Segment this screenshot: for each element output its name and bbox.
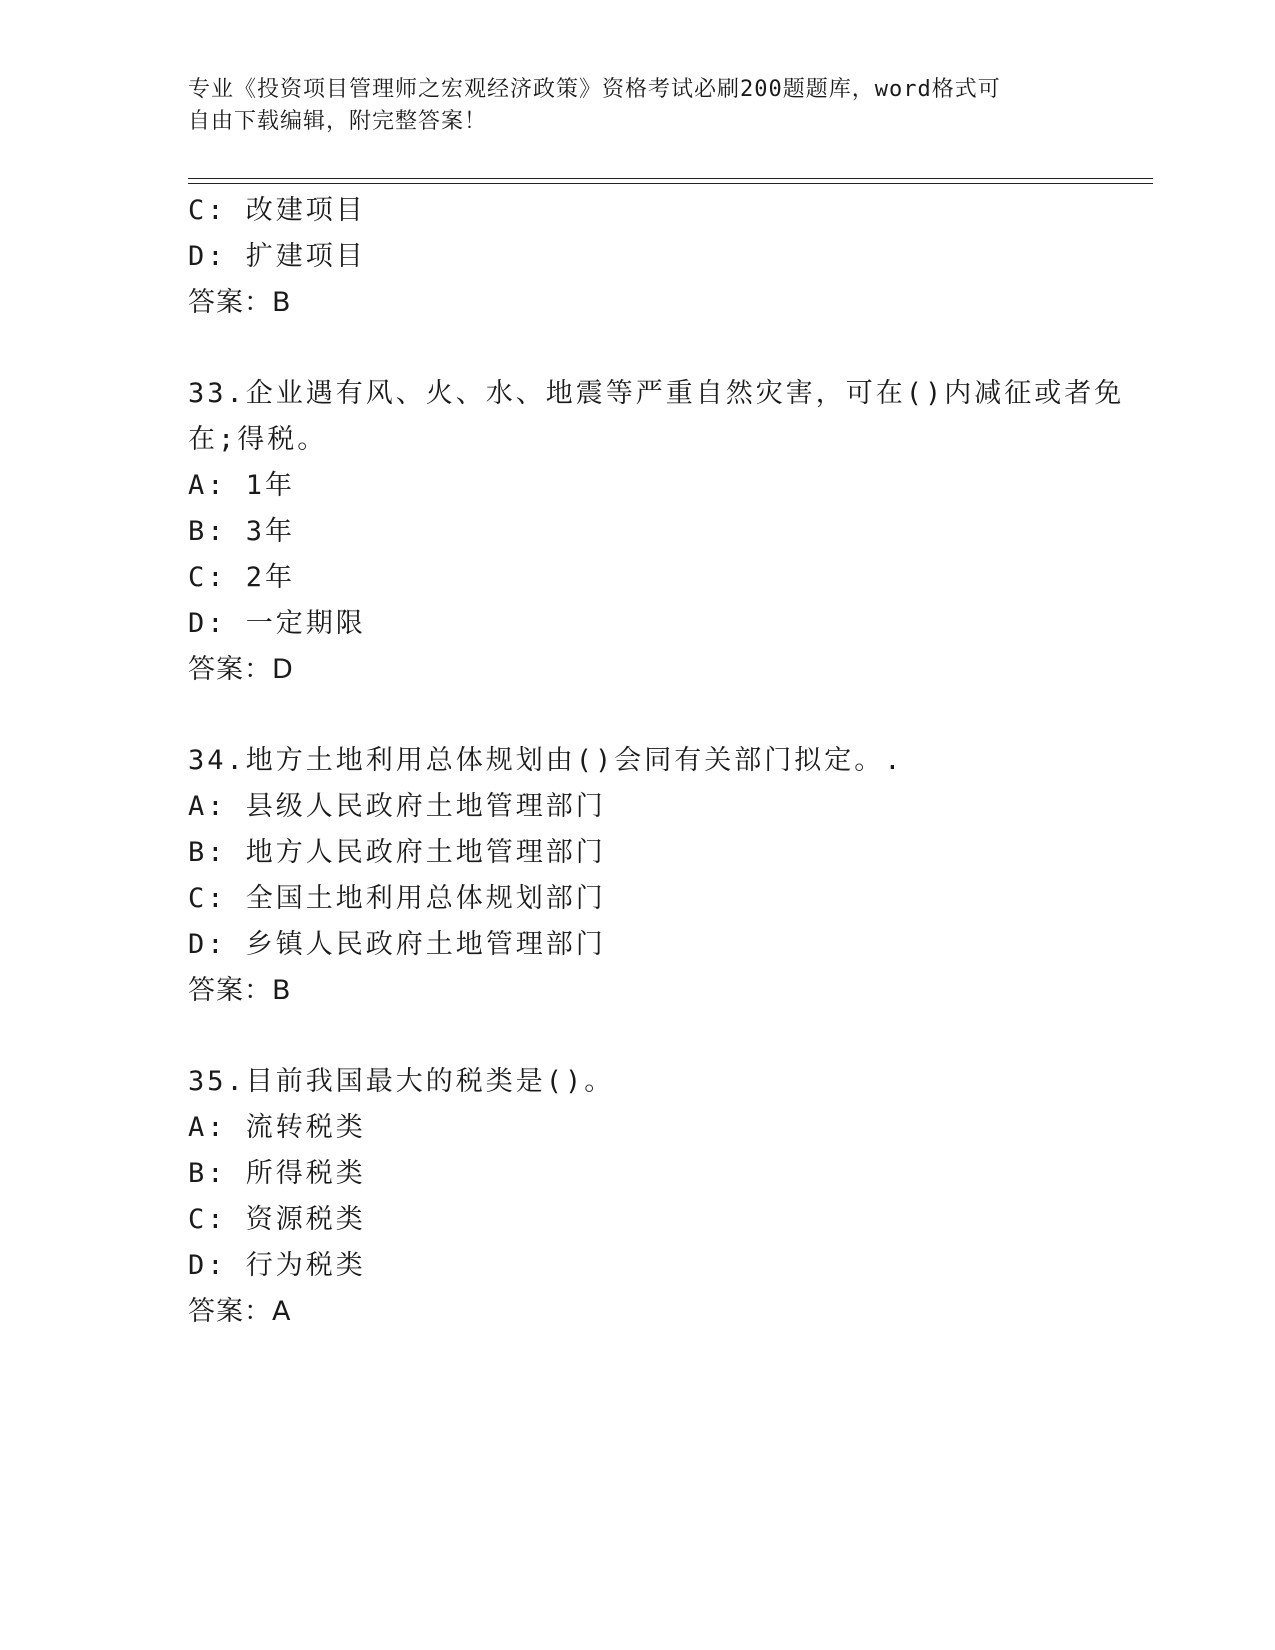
option-text: 资源税类 bbox=[245, 1204, 366, 1235]
header-divider-top bbox=[188, 178, 1153, 179]
question-stem: 34.地方土地利用总体规划由()会同有关部门拟定。. bbox=[188, 745, 904, 776]
option-c bbox=[188, 876, 1118, 922]
option-b bbox=[188, 509, 1118, 555]
option-text: 1年 bbox=[245, 470, 296, 501]
option-text: 所得税类 bbox=[245, 1158, 366, 1189]
option-label: A: bbox=[188, 1112, 227, 1143]
option-label: B: bbox=[188, 1158, 227, 1189]
option-label: C: bbox=[188, 562, 227, 593]
question-stem: 35.目前我国最大的税类是()。 bbox=[188, 1066, 615, 1097]
option-text: 地方人民政府土地管理部门 bbox=[245, 837, 606, 868]
option-label: D: bbox=[188, 241, 227, 272]
option-a bbox=[188, 463, 1118, 509]
option-text: 流转税类 bbox=[245, 1112, 366, 1143]
question-35 bbox=[188, 1059, 1118, 1335]
option-d bbox=[188, 601, 1118, 647]
option-text: 改建项目 bbox=[245, 195, 366, 226]
option-text: 全国土地利用总体规划部门 bbox=[245, 883, 606, 914]
option-text: 一定期限 bbox=[245, 608, 366, 639]
answer: 答案：D bbox=[188, 654, 294, 685]
option-text: 扩建项目 bbox=[245, 241, 366, 272]
answer: 答案：A bbox=[188, 1296, 292, 1327]
option-text: 行为税类 bbox=[245, 1250, 366, 1281]
option-label: B: bbox=[188, 516, 227, 547]
option-b bbox=[188, 1151, 1118, 1197]
option-text: 2年 bbox=[245, 562, 296, 593]
option-text: 3年 bbox=[245, 516, 296, 547]
option-label: B: bbox=[188, 837, 227, 868]
question-32-continuation bbox=[188, 188, 1118, 326]
question-34 bbox=[188, 738, 1118, 1014]
option-d bbox=[188, 234, 1118, 280]
option-a bbox=[188, 1105, 1118, 1151]
document-header bbox=[188, 74, 1088, 138]
option-d bbox=[188, 1243, 1118, 1289]
option-label: D: bbox=[188, 608, 227, 639]
option-label: D: bbox=[188, 929, 227, 960]
question-stem-continued: 在;得税。 bbox=[188, 424, 328, 455]
question-33 bbox=[188, 371, 1125, 693]
question-stem: 33.企业遇有风、火、水、地震等严重自然灾害，可在()内减征或者免 bbox=[188, 378, 1125, 409]
option-label: D: bbox=[188, 1250, 227, 1281]
answer: 答案：B bbox=[188, 287, 292, 318]
option-label: C: bbox=[188, 883, 227, 914]
option-label: C: bbox=[188, 195, 227, 226]
option-c bbox=[188, 188, 1118, 234]
option-text: 县级人民政府土地管理部门 bbox=[245, 791, 606, 822]
option-a bbox=[188, 784, 1118, 830]
option-c bbox=[188, 555, 1118, 601]
answer: 答案：B bbox=[188, 975, 292, 1006]
option-label: A: bbox=[188, 470, 227, 501]
option-c bbox=[188, 1197, 1118, 1243]
header-divider-bottom bbox=[188, 183, 1153, 184]
option-b bbox=[188, 830, 1118, 876]
header-line-1: 专业《投资项目管理师之宏观经济政策》资格考试必刷200题题库，word格式可 bbox=[188, 77, 1001, 102]
option-d bbox=[188, 922, 1118, 968]
question-list bbox=[188, 188, 1125, 1335]
option-label: C: bbox=[188, 1204, 227, 1235]
option-text: 乡镇人民政府土地管理部门 bbox=[245, 929, 606, 960]
header-line-2: 自由下载编辑，附完整答案！ bbox=[188, 109, 488, 134]
option-label: A: bbox=[188, 791, 227, 822]
